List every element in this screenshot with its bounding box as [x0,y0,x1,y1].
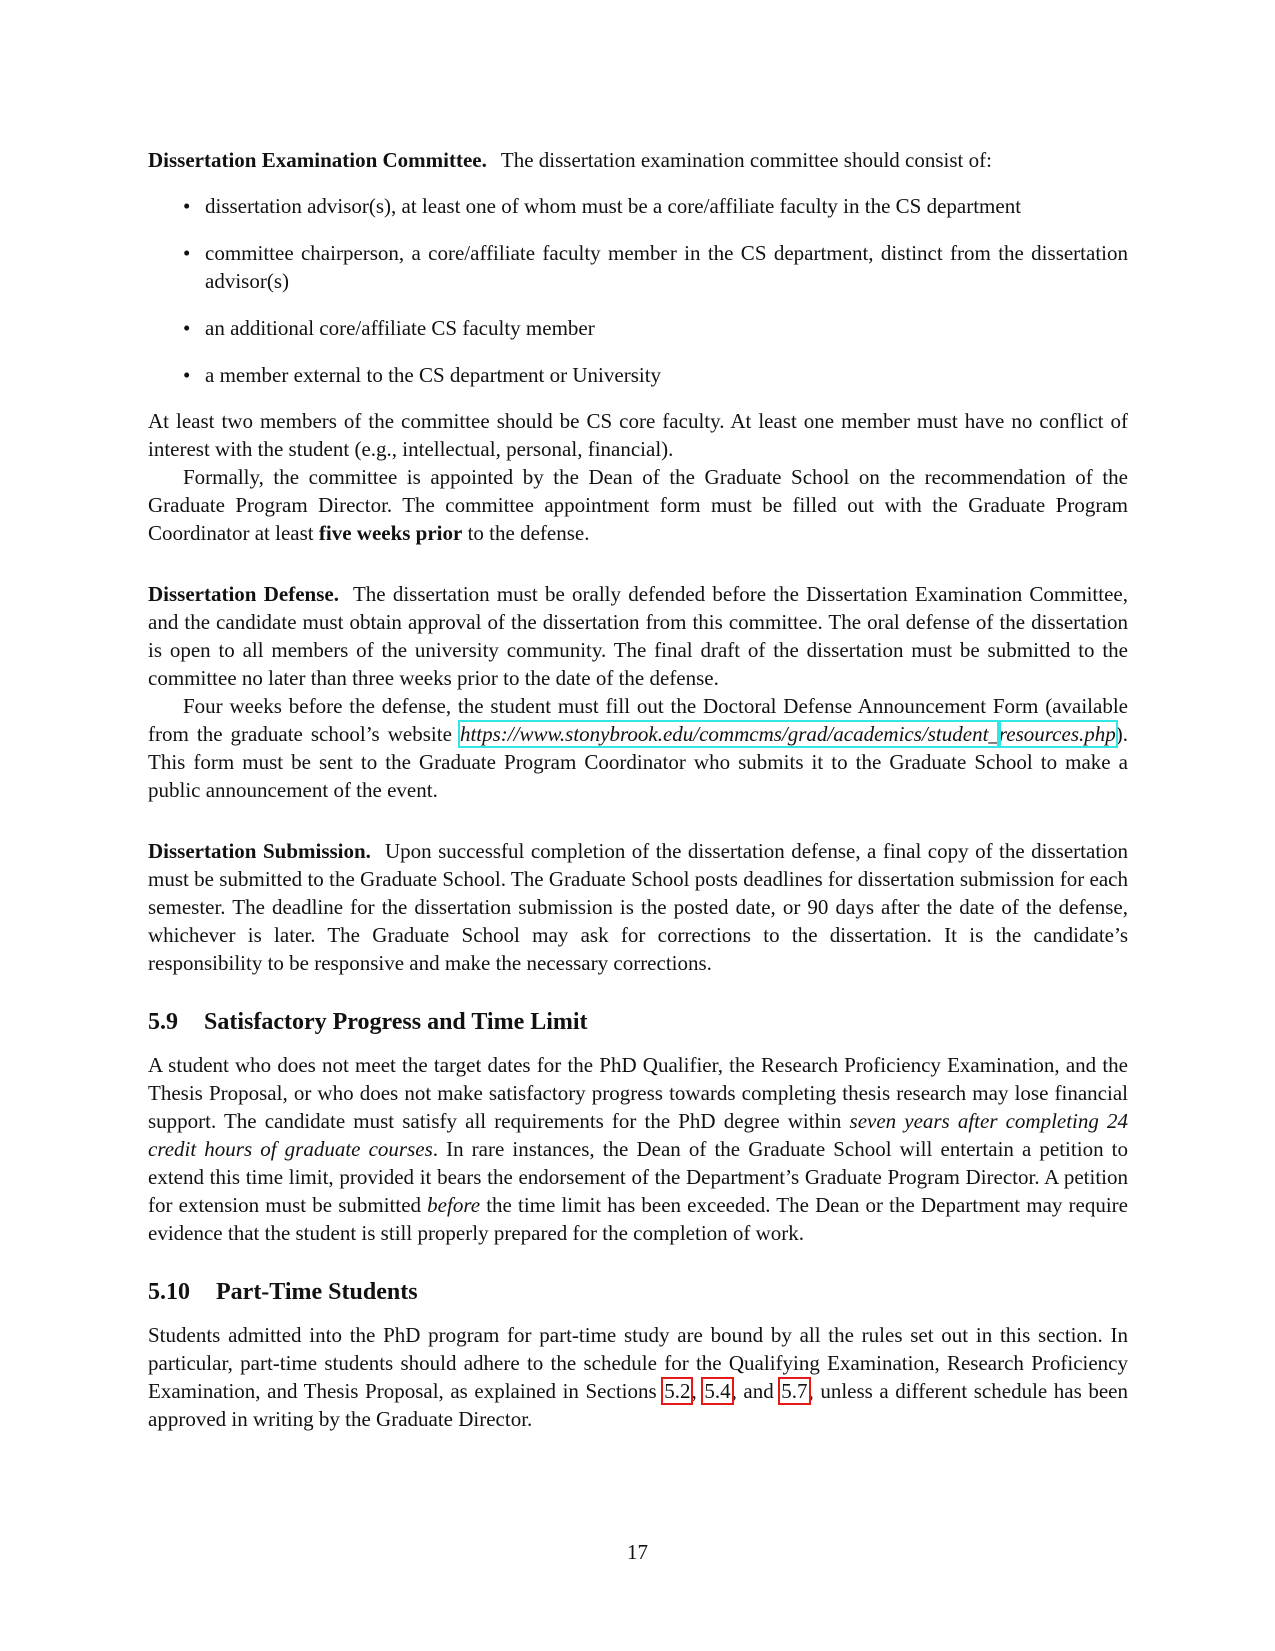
announcement-text-end: ). This form must be sent to the Graduate Program Coordinator who submits it to the Graduate School to make a public announcement of the event. [148,722,1128,802]
submission-paragraph [148,837,1128,977]
section-ref-link-5-2[interactable]: 5.2 [664,1379,691,1403]
section-title: Satisfactory Progress and Time Limit [204,1009,588,1035]
committee-requirements: At least two members of the committee should be CS core faculty. At least one member must have no conflict of interest with the student (e.g., intellectual, personal, financial). [148,409,1128,461]
section-5-9 [148,1007,1128,1247]
appointment-text-end: to the defense. [462,521,590,545]
emphasis-time-limit: seven years after completing 24 credit hours of graduate courses [148,1109,1128,1161]
section-number: 5.10 [148,1279,190,1305]
paragraph-text: A student who does not meet the target dates for the PhD Qualifier, the Research Proficiency Examination, and the Thesis Proposal, or who does not make satisfactory progress towards completing thesis research may lose financial support. The candidate must satisfy all requirements for the PhD degree within [148,1053,1128,1133]
announcement-text: Four weeks before the defense, the student must fill out the Doctoral Defense Announcement Form (available from the graduate school’s website [148,694,1128,746]
committee-heading: Dissertation Examination Committee. [148,148,487,172]
list-item: • dissertation advisor(s), at least one of whom must be a core/affiliate faculty in the CS department [205,192,1128,220]
paragraph-text: Students admitted into the PhD program for part-time study are bound by all the rules set out in this section. In particular, part-time students should adhere to the schedule for the Qualifying Examination, Research Proficiency Examination, and Thesis Proposal, as explained in Sections [148,1323,1128,1403]
paragraph-text: . In rare instances, the Dean of the Graduate School will entertain a petition to extend this time limit, provided it bears the endorsement of the Department’s Graduate Program Director. A petition for extension must be submitted [148,1137,1128,1217]
paragraph-text: the time limit has been exceeded. The Dean or the Department may require evidence that the student is still properly prepared for the completion of work. [148,1193,1128,1245]
defense-announcement [148,692,1128,804]
appointment-deadline: five weeks prior [318,521,463,545]
section-number: 5.9 [148,1009,178,1035]
document-page [148,146,1128,1433]
list-item: • committee chairperson, a core/affiliate faculty member in the CS department, distinct from the dissertation advisor(s) [205,239,1128,295]
section-heading-5-9 [148,1007,1128,1037]
separator: , and [731,1379,781,1403]
defense-heading: Dissertation Defense. [148,582,339,606]
defense-paragraph [148,580,1128,692]
graduate-school-url-link[interactable]: https://www.stonybrook.edu/commcms/grad/academics/student_ [459,722,999,746]
list-item: • a member external to the CS department or University [205,361,1128,389]
separator: , [691,1379,704,1403]
defense-body: The dissertation must be orally defended before the Dissertation Examination Committee, and the candidate must obtain approval of the dissertation from this committee. The oral defense of the dissertation is open to all members of the university community. The final draft of the dissertation must be submitted to the committee no later than three weeks prior to the date of the defense. [148,582,1128,690]
section-title: Part-Time Students [216,1279,418,1305]
defense-section [148,580,1128,804]
emphasis-before: before [427,1193,481,1217]
submission-body: Upon successful completion of the dissertation defense, a final copy of the dissertation must be submitted to the Graduate School. The Graduate School posts deadlines for dissertation submission for each semester. The deadline for the dissertation submission is the posted date, or 90 days after the date of the defense, whichever is later. The Graduate School may ask for corrections to the dissertation. It is the candidate’s responsibility to be responsive and make the necessary corrections. [148,839,1128,975]
paragraph-text: , unless a different schedule has been approved in writing by the Graduate Director. [148,1379,1128,1431]
graduate-school-url-link-continued[interactable]: resources.php [998,722,1116,746]
committee-intro-paragraph [148,146,1128,174]
section-5-10 [148,1277,1128,1433]
list-item: • an additional core/affiliate CS faculty member [205,314,1128,342]
section-heading-5-10 [148,1277,1128,1307]
section-ref-link-5-4[interactable]: 5.4 [704,1379,731,1403]
part-time-paragraph [148,1321,1128,1433]
appointment-text: Formally, the committee is appointed by the Dean of the Graduate School on the recommendation of the Graduate Program Director. The committee appointment form must be filled out with the Graduate Program Coordinator at least [148,465,1128,545]
committee-members-list [148,192,1128,389]
submission-section [148,837,1128,977]
submission-heading: Dissertation Submission. [148,839,371,863]
committee-appointment [148,463,1128,547]
committee-intro: The dissertation examination committee should consist of: [500,148,992,172]
time-limit-paragraph [148,1051,1128,1247]
committee-section [148,146,1128,547]
section-ref-link-5-7[interactable]: 5.7 [781,1379,808,1403]
page-number: 17 [627,1540,648,1564]
